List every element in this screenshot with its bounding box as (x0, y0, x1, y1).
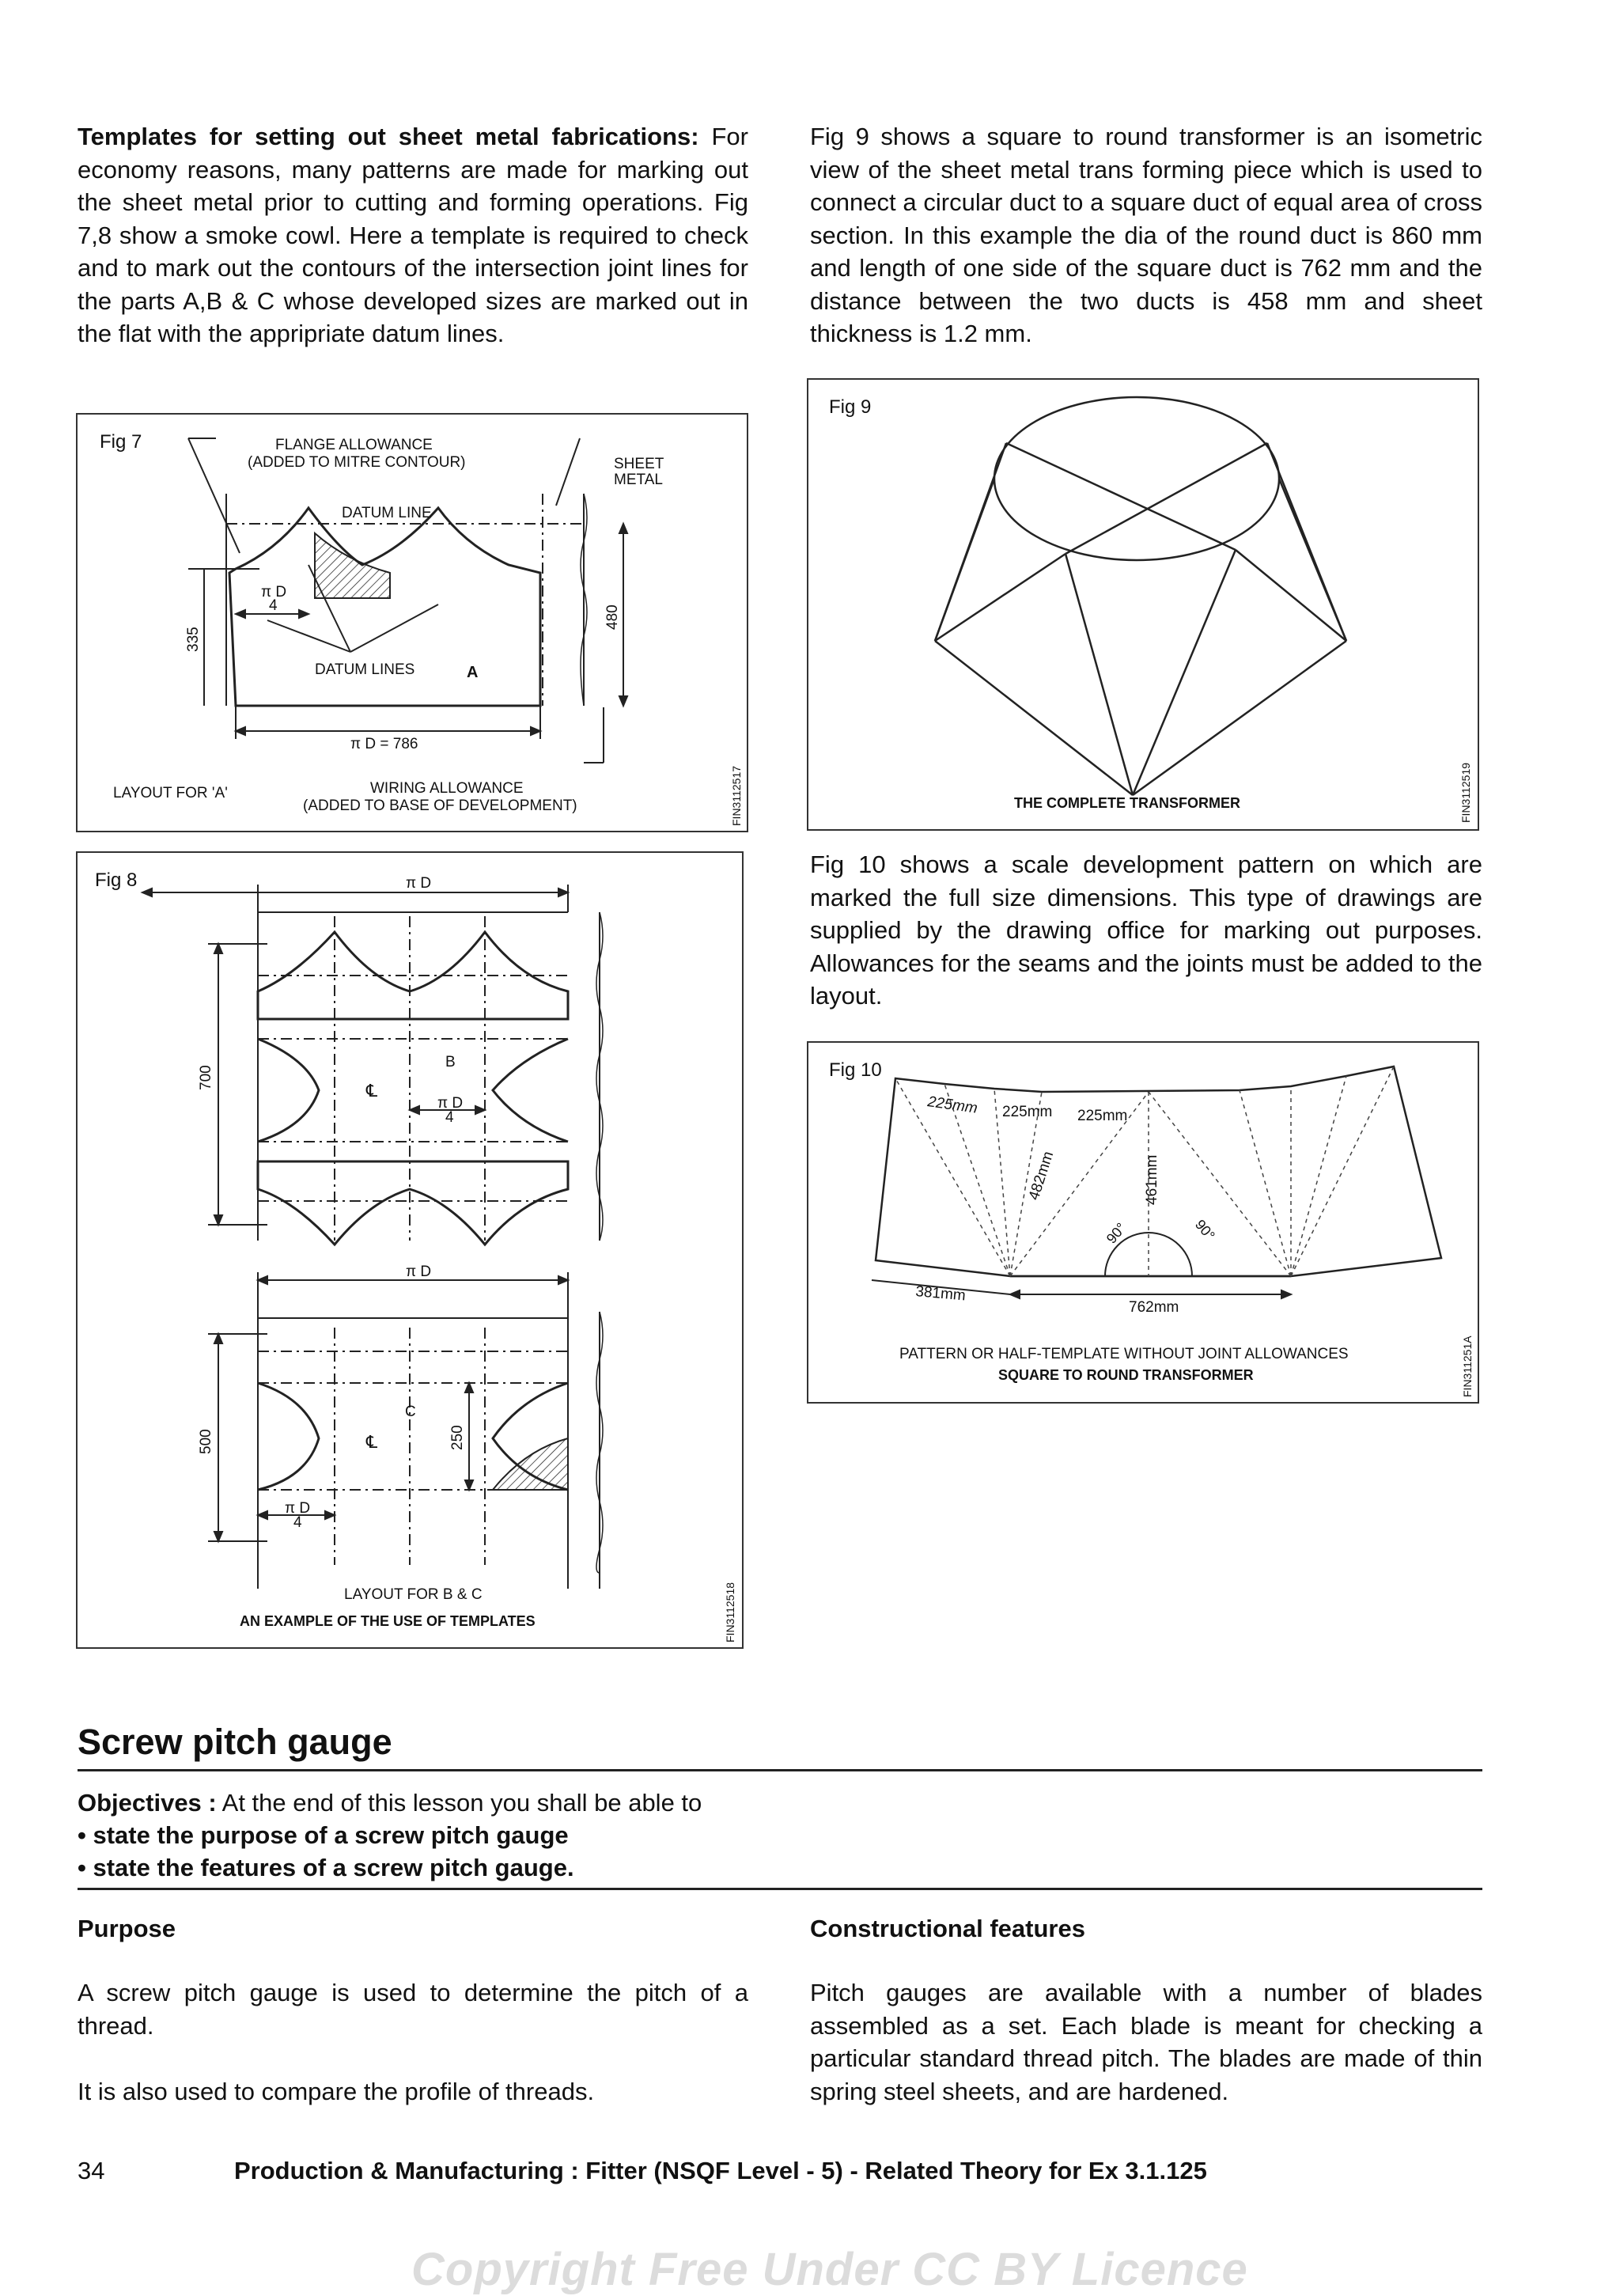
figure-7 (76, 413, 748, 832)
objectives-intro: At the end of this lesson you shall be able to (221, 1789, 702, 1817)
purpose-p2: It is also used to compare the profile of threads. (78, 2078, 595, 2105)
fig10-note: PATTERN OR HALF-TEMPLATE WITHOUT JOINT ALLOWANCES (899, 1346, 1349, 1362)
fig10-dim-461: 461mm (1144, 1154, 1160, 1205)
fig10-intro-body: Fig 10 shows a scale development pattern on which are marked the full size dimensions. This type of drawings are supplied by the drawing office for marking out purposes. Allowances for the seams and the joints must be added to the layout. (810, 851, 1482, 1010)
fig8-layout-for-bc: LAYOUT FOR B & C (344, 1586, 483, 1603)
fig7-sheet: SHEET (614, 456, 664, 472)
section-rule-top (78, 1769, 1482, 1771)
fig7-four: 4 (269, 597, 278, 614)
fig10-intro (810, 848, 1482, 1013)
fig7-flange-allowance: FLANGE ALLOWANCE (275, 437, 433, 453)
fig7-dim-480: 480 (604, 604, 621, 630)
fig7-added-to-base: (ADDED TO BASE OF DEVELOPMENT) (303, 798, 577, 814)
fig7-wiring-allowance: WIRING ALLOWANCE (370, 780, 524, 797)
fig7-drawing (78, 415, 750, 834)
right-intro (810, 120, 1482, 350)
page-number: 34 (78, 2157, 105, 2184)
fig8-four-b: 4 (445, 1109, 454, 1126)
fig10-caption: SQUARE TO ROUND TRANSFORMER (998, 1367, 1254, 1383)
fig8-dim-500: 500 (198, 1429, 214, 1454)
fig9-label: Fig 9 (829, 396, 872, 418)
fig7-part-a: A (467, 664, 479, 681)
section-rule-bottom (78, 1888, 1482, 1890)
objective-1: • state the purpose of a screw pitch gauge (78, 1821, 569, 1849)
fig9-drawing (808, 380, 1481, 832)
fig10-angle-90a: 90° (1103, 1219, 1130, 1247)
fig8-pi-d-c: π D (285, 1500, 311, 1517)
construction-heading: Constructional features (810, 1915, 1085, 1942)
fig10-drawing (808, 1043, 1481, 1405)
fig10-code: FIN311251A (1461, 1336, 1474, 1397)
fig7-pi-d: π D (261, 584, 287, 601)
fig8-four-c: 4 (293, 1514, 302, 1531)
watermark: Copyright Free Under CC BY Licence (411, 2244, 1248, 2295)
fig8-drawing (78, 853, 745, 1650)
purpose-column (78, 1915, 748, 2108)
fig9-code: FIN3112519 (1459, 762, 1472, 823)
fig8-label: Fig 8 (95, 870, 138, 891)
fig10-angle-90b: 90° (1191, 1216, 1218, 1244)
objectives-label: Objectives : (78, 1789, 217, 1817)
section-title-wrap (78, 1722, 392, 1763)
fig7-dim-335: 335 (185, 627, 202, 652)
fig8-dim-700: 700 (198, 1065, 214, 1090)
construction-column (810, 1915, 1482, 2108)
fig8-centre-mark-b: ℄ (366, 1081, 378, 1101)
fig7-datum-lines: DATUM LINES (315, 661, 415, 678)
fig10-dim-225b: 225mm (1002, 1104, 1053, 1120)
figure-10 (807, 1041, 1479, 1404)
fig7-added-to-mitre: (ADDED TO MITRE CONTOUR) (248, 454, 466, 471)
fig7-metal: METAL (614, 472, 663, 488)
right-intro-body: Fig 9 shows a square to round transformer is an isometric view of the sheet metal trans forming piece which is used to connect a circular duct to a square duct of equal area of cross section. In this example the dia of the round duct is 860 mm and length of one side of the square duct is 762 mm and the distance between the two ducts is 458 mm and sheet thickness is 1.2 mm. (810, 123, 1482, 347)
fig10-dim-381: 381mm (914, 1283, 967, 1305)
fig10-dim-482: 482mm (1025, 1149, 1058, 1203)
left-intro-heading: Templates for setting out sheet metal fabrications: (78, 123, 699, 150)
purpose-heading: Purpose (78, 1915, 176, 1942)
fig10-dim-225a: 225mm (926, 1093, 978, 1117)
fig8-pi-d-lower: π D (406, 1264, 432, 1280)
fig9-caption: THE COMPLETE TRANSFORMER (1014, 795, 1240, 811)
fig10-label: Fig 10 (829, 1059, 882, 1081)
figure-8 (76, 851, 744, 1649)
purpose-p1: A screw pitch gauge is used to determine the pitch of a thread. (78, 1979, 748, 2040)
fig8-pi-d-b: π D (437, 1095, 464, 1112)
fig8-caption: AN EXAMPLE OF THE USE OF TEMPLATES (240, 1613, 536, 1629)
fig8-dim-250: 250 (449, 1425, 466, 1450)
fig7-code: FIN3112517 (730, 765, 743, 826)
fig10-dim-762: 762mm (1129, 1299, 1179, 1316)
left-intro-body: For economy reasons, many patterns are made for marking out the sheet metal prior to cutting and forming operations. Fig 7,8 show a smoke cowl. Here a template is required to check and to mark out the contours of the intersection joint lines for the parts A,B & C whose developed sizes are marked out in the flat with the appripriate datum lines. (78, 123, 748, 347)
left-intro (78, 120, 748, 350)
fig8-centre-mark-c: ℄ (366, 1432, 378, 1452)
footer-title: Production & Manufacturing : Fitter (NSQF Level - 5) - Related Theory for Ex 3.1.125 (234, 2157, 1207, 2184)
fig7-layout-for-a: LAYOUT FOR 'A' (113, 785, 228, 801)
section-title: Screw pitch gauge (78, 1722, 392, 1762)
fig10-dim-225c: 225mm (1077, 1108, 1128, 1124)
objectives (78, 1786, 1027, 1884)
fig7-label: Fig 7 (100, 431, 142, 453)
figure-9 (807, 378, 1479, 831)
objective-2: • state the features of a screw pitch gauge. (78, 1854, 574, 1881)
construction-p1: Pitch gauges are available with a number of blades assembled as a set. Each blade is meant for checking a particular standard thread pitch. The blades are made of thin spring steel sheets, and are hardened. (810, 1979, 1482, 2105)
fig7-datum-line: DATUM LINE (342, 505, 432, 521)
fig8-part-b: B (445, 1054, 456, 1070)
fig8-code: FIN3112518 (724, 1582, 736, 1642)
fig8-pi-d-top: π D (406, 875, 432, 892)
fig8-part-c: C (405, 1404, 416, 1420)
fig7-pi-d-786: π D = 786 (350, 736, 418, 752)
